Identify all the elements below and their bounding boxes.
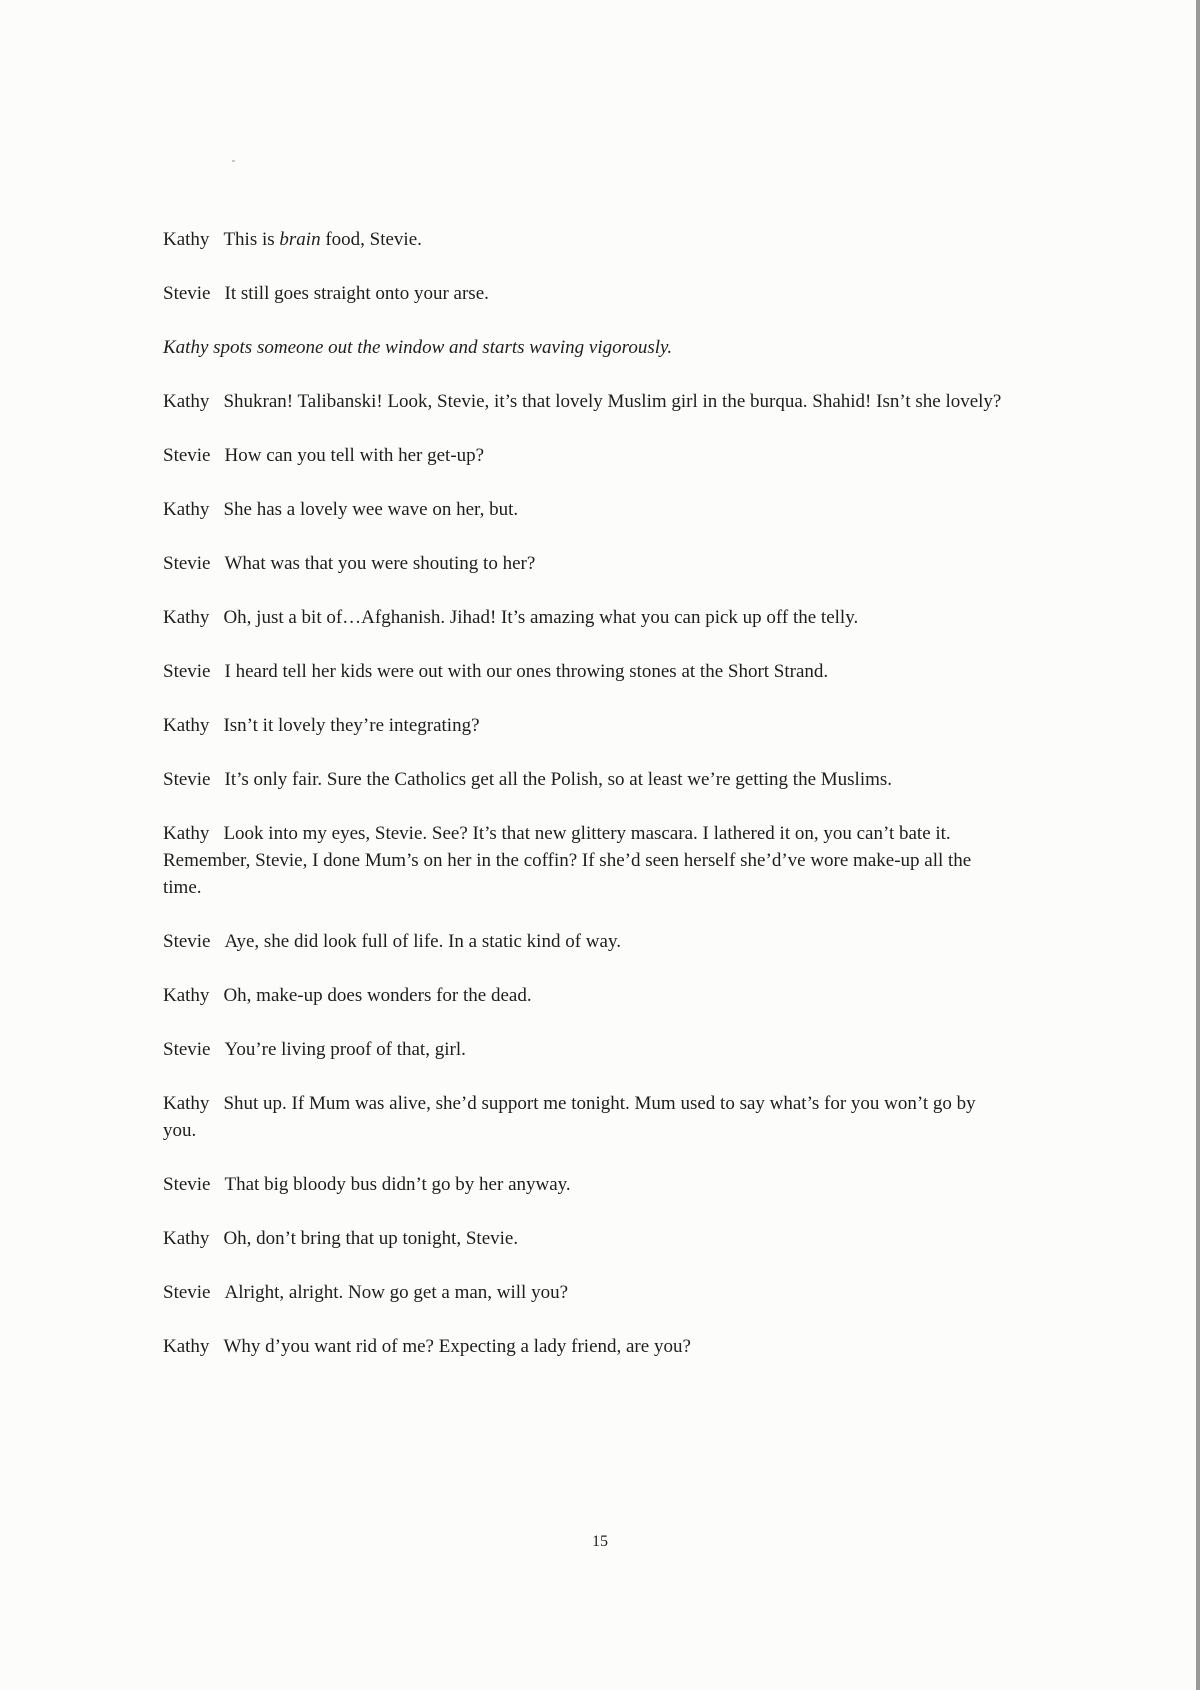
line-text: It still goes straight onto your arse.: [224, 283, 489, 304]
dialogue-line: [163, 496, 1003, 523]
line-text: Look into my eyes, Stevie. See? It’s that new glittery mascara. I lathered it on, you can’t bate it. Remember, Stevie, I done Mum’s on her in the coffin? If she’d seen herself she’d’ve wore make-up all the time.: [163, 823, 972, 898]
scan-speck: [232, 160, 235, 162]
line-text: Oh, just a bit of…Afghanish. Jihad! It’s amazing what you can pick up off the telly.: [223, 607, 859, 628]
speaker-name: Kathy: [163, 391, 210, 412]
line-text: Oh, don’t bring that up tonight, Stevie.: [223, 1228, 519, 1249]
dialogue-line: [163, 1036, 1003, 1063]
dialogue-line: [163, 1333, 1003, 1360]
line-text: You’re living proof of that, girl.: [224, 1039, 466, 1060]
line-text: She has a lovely wee wave on her, but.: [223, 499, 519, 520]
line-text: Isn’t it lovely they’re integrating?: [223, 715, 480, 736]
speaker-name: Kathy: [163, 1093, 210, 1114]
speaker-name: Stevie: [163, 1039, 211, 1060]
speaker-name: Stevie: [163, 553, 211, 574]
dialogue-line: [163, 1171, 1003, 1198]
speaker-name: Kathy: [163, 1336, 210, 1357]
speaker-name: Stevie: [163, 283, 211, 304]
line-text: Shut up. If Mum was alive, she’d support me tonight. Mum used to say what’s for you won’t go by you.: [163, 1093, 976, 1141]
dialogue-line: [163, 226, 1003, 253]
dialogue-line: [163, 442, 1003, 469]
speaker-name: Kathy: [163, 1228, 210, 1249]
speaker-name: Stevie: [163, 661, 211, 682]
dialogue-line: [163, 982, 1003, 1009]
speaker-name: Kathy: [163, 985, 210, 1006]
dialogue-line: [163, 820, 1003, 901]
dialogue-line: [163, 280, 1003, 307]
script-body: [163, 226, 1003, 1387]
line-text: Oh, make-up does wonders for the dead.: [223, 985, 532, 1006]
speaker-name: Stevie: [163, 1174, 211, 1195]
dialogue-line: [163, 1225, 1003, 1252]
line-text: Shukran! Talibanski! Look, Stevie, it’s that lovely Muslim girl in the burqua. Shahid! Isn’t she lovely?: [223, 391, 1002, 412]
line-text: I heard tell her kids were out with our ones throwing stones at the Short Strand.: [224, 661, 829, 682]
emphasis-text: brain: [279, 229, 321, 250]
speaker-name: Kathy: [163, 823, 210, 844]
speaker-name: Stevie: [163, 445, 211, 466]
line-text-end: food, Stevie.: [320, 229, 422, 250]
line-text-start: This is: [223, 229, 280, 250]
speaker-name: Stevie: [163, 769, 211, 790]
speaker-name: Kathy: [163, 499, 210, 520]
dialogue-line: [163, 658, 1003, 685]
dialogue-line: [163, 766, 1003, 793]
page-number: 15: [592, 1533, 608, 1550]
line-text: What was that you were shouting to her?: [224, 553, 536, 574]
dialogue-line: [163, 388, 1003, 415]
dialogue-line: [163, 604, 1003, 631]
dialogue-line: [163, 550, 1003, 577]
line-text: Aye, she did look full of life. In a static kind of way.: [224, 931, 621, 952]
stage-direction: Kathy spots someone out the window and starts waving vigorously.: [163, 337, 673, 358]
speaker-name: Stevie: [163, 931, 211, 952]
speaker-name: Kathy: [163, 715, 210, 736]
speaker-name: Stevie: [163, 1282, 211, 1303]
line-text: Why d’you want rid of me? Expecting a lady friend, are you?: [223, 1336, 691, 1357]
page-edge-shadow: [1196, 0, 1200, 1690]
dialogue-line: [163, 712, 1003, 739]
line-text: It’s only fair. Sure the Catholics get all the Polish, so at least we’re getting the Muslims.: [224, 769, 893, 790]
dialogue-line: [163, 1279, 1003, 1306]
line-text: That big bloody bus didn’t go by her anyway.: [224, 1174, 571, 1195]
dialogue-line: [163, 1090, 1003, 1144]
speaker-name: Kathy: [163, 607, 210, 628]
line-text: Alright, alright. Now go get a man, will you?: [224, 1282, 569, 1303]
dialogue-line: [163, 928, 1003, 955]
line-text: How can you tell with her get-up?: [224, 445, 485, 466]
speaker-name: Kathy: [163, 229, 210, 250]
